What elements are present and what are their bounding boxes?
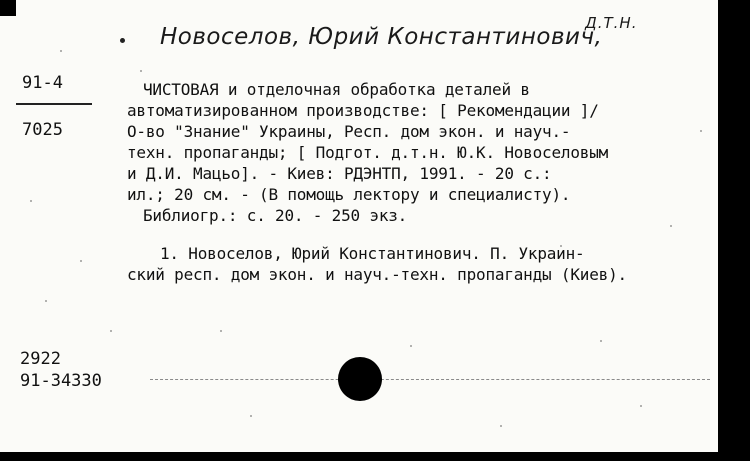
card-corner-notch (0, 0, 16, 16)
dust-speck (220, 330, 222, 332)
handwritten-author-heading: Новоселов, Юрий Константинович, (160, 24, 603, 50)
dust-speck (80, 260, 82, 262)
call-number-rule (16, 103, 92, 105)
tracing-line: ский респ. дом экон. и науч.-техн. пропаганды (Киев). (127, 265, 627, 284)
dust-speck (110, 330, 112, 332)
call-number-class: 91-4 (22, 73, 63, 93)
entry-line: ил.; 20 см. - (В помощь лектору и специалисту). (127, 185, 571, 204)
dust-speck (45, 300, 47, 302)
dotted-guide-line (150, 379, 710, 380)
handwritten-degree: Д.Т.Н. (585, 14, 638, 32)
entry-line: автоматизированном производстве: [ Рекомендации ]/ (127, 101, 599, 120)
dust-speck (140, 70, 142, 72)
dust-speck (640, 405, 642, 407)
entry-line: ЧИСТОВАЯ и отделочная обработка деталей в (143, 80, 530, 99)
dust-speck (670, 225, 672, 227)
dust-speck (600, 340, 602, 342)
entry-line: техн. пропаганды; [ Подгот. д.т.н. Ю.К. Новоселовым (127, 143, 609, 162)
card-punch-hole (338, 357, 382, 401)
call-number-item: 7025 (22, 120, 63, 140)
dust-speck (60, 50, 62, 52)
shelf-mark-number: 2922 (20, 349, 61, 369)
dust-speck (700, 130, 702, 132)
entry-line: Библиогр.: с. 20. - 250 экз. (143, 206, 408, 225)
entry-line: О-во "Знание" Украины, Респ. дом экон. и науч.- (127, 122, 571, 141)
dust-speck (250, 415, 252, 417)
bullet-mark (120, 38, 125, 43)
dust-speck (500, 425, 502, 427)
dust-speck (30, 200, 32, 202)
tracing-line: 1. Новоселов, Юрий Константинович. П. Украин- (160, 244, 585, 263)
accession-number: 91-34330 (20, 371, 102, 391)
dust-speck (410, 345, 412, 347)
entry-line: и Д.И. Мацьо]. - Киев: РДЭНТП, 1991. - 20 с.: (127, 164, 552, 183)
